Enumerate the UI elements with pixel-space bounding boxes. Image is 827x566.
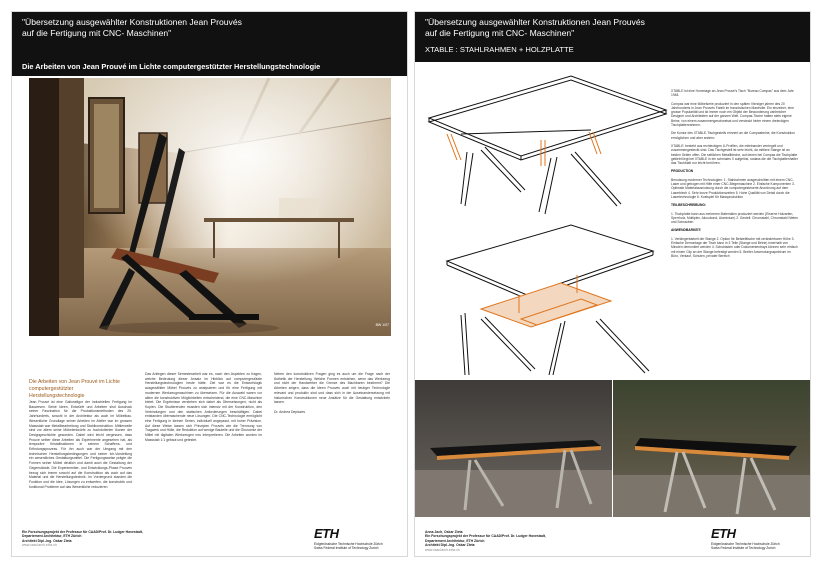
poster-right bbox=[414, 11, 811, 557]
poster-left-subtitle: Die Arbeiten von Jean Prouvé im Lichte computergestützter Herstellungstechnologie bbox=[22, 62, 321, 71]
poster-right-header bbox=[415, 12, 810, 62]
footer-url: www.caad.arch.ethz.ch bbox=[22, 543, 57, 548]
table-drawing-top bbox=[421, 74, 671, 224]
desc-parts-heading: TEILBESCHREIBUNG: bbox=[671, 203, 706, 208]
eth-subtitle bbox=[314, 542, 383, 550]
table-exploded-svg bbox=[421, 223, 671, 376]
text-title: Die Arbeiten von Jean Prouvé im Lichte computergestützter Herstellungstechnologie bbox=[29, 379, 120, 399]
table-photo-strip bbox=[415, 380, 810, 517]
desc-contour: Die Kontur des XTABLE-Tischgestells erinnert an die Compasbeine, die Konstruktion ermöglichen und aber anders: bbox=[671, 131, 795, 140]
photo-credit: BW 1/07 bbox=[375, 323, 389, 327]
poster-left bbox=[11, 11, 408, 557]
footer-line-3: Architekt Dipl.-Ing. Oskar Zieta bbox=[22, 538, 72, 543]
footer-authors: Anna Jach, Oskar Zieta bbox=[425, 530, 463, 534]
footer-line-3: Architekt Dipl.-Ing. Oskar Zieta bbox=[425, 543, 475, 548]
table-exploded-drawing bbox=[421, 223, 671, 376]
desc-compas: Compas war eine Möbelserie produziert in den späten Vierziger jahren des 20 Jahrhunderts in Jean Prouvés Fabrik im französischen Maxéville. Ein einzelner, eine grosse Popularität und ist immer noch ein Objekt der Bewunderung zahlreicher Designer und Architekten auf der ganzen Welt. Compas-Tische hatten stets eigene Beine, von einem zusammengeschweisst und versteckt hinter einem dreieckigen Tischplattenrahmen. bbox=[671, 101, 794, 128]
header-title-line2: auf die Fertigung mit CNC- Maschinen" bbox=[425, 28, 575, 38]
desc-intro: XTABLE ist eine Hommage an Jean Prouvé's Tisch "Bureau Compas" aus dem Jahr 1948. bbox=[671, 89, 794, 98]
footer-line-1: Ein Forschungsprojekt der Professur für CAAD/Prof. Dr. Ludger Hovestadt, bbox=[425, 534, 546, 539]
poster-right-footer bbox=[425, 530, 546, 550]
text-column-2 bbox=[145, 372, 262, 443]
desc-applicability-heading: ANWENDBARKEIT: bbox=[671, 228, 702, 233]
text-column-3 bbox=[274, 372, 390, 415]
header-title-line2: auf die Fertigung mit CNC- Maschinen" bbox=[22, 28, 172, 38]
text-column-2-body: Das Anliegen dieser Semesterarbeit war es, nach den Aspekten zu fragen, welche Bedeutung dieser Ansatz im Hinblick auf computergestützte Herstellungstechnologien heute hätte. Ziel war es die Entwurfslogik ausgewählter Möbel Prouvés zu analysieren und für eine Fertigung mit modernen Werkzeugmaschinen zu übersetzen. Für die Auswahl waren vor allem die konstruktiven Möglichkeiten entscheidend, die eine CNC-Maschine bietet. Die Ergebnisse verstehen sich dabei als Übersetzungen, nicht als Kopien. Die Studierenden mussten sich intensiv mit der Konstruktion, den Verbindungen und den statischen Anforderungen beschäftigen. Dabei entstanden überraschende neue Lösungen. Die CNC-Technologie ermöglicht eine Fertigung in kleinen Serien, individuell angepasst, mit hoher Präzision. Auf diese Weise lassen sich Prinzipien Prouvés wie die Trennung von Tragwerk und Hülle, die Reduktion auf wenige Bauteile und die Ökonomie der Mittel mit digitalen Werkzeugen neu interpretieren. Die Arbeiten wurden im Massstab 1:1 gebaut und getestet. bbox=[145, 372, 262, 442]
table-perspective-drawing bbox=[421, 74, 671, 224]
table-photos bbox=[415, 380, 810, 517]
eth-subtitle-line-2: Swiss Federal Institute of Technology Zurich bbox=[711, 545, 776, 550]
eth-subtitle-line-1: Eidgenössische Technische Hochschule Zürich bbox=[314, 541, 383, 546]
desc-parts: 1. Tischplatte kann aus mehreren Materialien produziert werden (Eiserne Holzarten, Sperrholz, Multiplex, Alucobond, Aluminium) 2. Gestell: Chromstahl, Chromstahl Nieten und Schrauben bbox=[671, 211, 798, 225]
desc-production-heading: PRODUCTION bbox=[671, 169, 694, 174]
eth-logo: ETH bbox=[711, 526, 736, 541]
header-title-line1: "Übersetzung ausgewählter Konstruktionen Jean Prouvés bbox=[22, 17, 242, 27]
text-author: Dr. Andrea Deplazes bbox=[274, 409, 306, 414]
poster-left-subtitle-bar bbox=[12, 62, 407, 76]
poster-left-header bbox=[12, 12, 407, 62]
eth-subtitle bbox=[711, 542, 780, 550]
text-column-1 bbox=[29, 400, 132, 489]
footer-line-2: Departement Architektur, ETH Zürich bbox=[22, 534, 82, 539]
desc-xtable: XTABLE: besteht aus rechteckigen U-Profilen, die miteinander verriegelt und zusammengesteckt sind. Das Tischgestell ist sehr leicht, da mittlere Stange ist an beiden Seiten offen. Die seitlichen Metallbleche, auf denen bei Compas die Tischplatte geklebt liegt bei XTABLE in ein schmales X aufgelöst, sodass die die Tischplattenhalter das Tischblatt nur leicht berühren. bbox=[671, 143, 798, 166]
text-column-3-body: Neben den konstruktiven Fragen ging es auch um die Frage nach der Ästhetik der Herstellung. Welche Formen entstehen, wenn das Werkzeug und nicht der Handwerker die Grenze des Machbaren bestimmt? Die Arbeiten zeigen, dass die Ideen Prouvés auch mit heutiger Technologie relevant und produktiv sind und dass sich in der Auseinandersetzung mit historischen Konstruktionen neue Ansätze für die Gestaltung entwickeln lassen. bbox=[274, 372, 390, 405]
header-title-line1: "Übersetzung ausgewählter Konstruktionen Jean Prouvés bbox=[425, 17, 645, 27]
interior-photo bbox=[29, 78, 391, 336]
footer-line-2: Departement Architektur, ETH Zürich bbox=[425, 538, 485, 543]
eth-subtitle-line-1: Eidgenössische Technische Hochschule Zürich bbox=[711, 541, 780, 546]
table-description bbox=[671, 89, 799, 262]
footer-line-1: Ein Forschungsprojekt der Professur für CAAD/Prof. Dr. Ludger Hovestadt, bbox=[22, 530, 143, 534]
interior-photo-image bbox=[29, 78, 391, 336]
footer-url: www.caad.arch.ethz.ch bbox=[425, 547, 460, 552]
desc-applicability: 1. Verlängerbarkeit der Stange 2. Option für Beistelltische mit veränderbarer Höhe 3. Einfache Demontage der Tisch kann in 3 Teile (Stange und Beine) innerhalb von Minuten demontiert werden 4. Schubladen oder Dokumententrays können sehr einfach mit einem Clip an der Stange befestigt werden 5. Breiter Anwendungsspektrum im Büro, Verkauf, Schulen, privater Bereich bbox=[671, 236, 798, 258]
eth-subtitle-line-2: Swiss Federal Institute of Technology Zurich bbox=[314, 545, 379, 550]
eth-logo: ETH bbox=[314, 526, 339, 541]
poster-right-subtitle: XTABLE : STAHLRAHMEN + HOLZPLATTE bbox=[425, 45, 574, 54]
poster-left-footer bbox=[22, 530, 143, 550]
text-column-1-body: Jean Prouvé ist eine Galionsfigur der industriellen Fertigung im Bauwesen. Seine Ideen, Entwürfe und Arbeiten sind Ausdruck seiner Faszination für die Produktionsmethoden des 20. Jahrhunderts, sowohl in der Architektur als auch im Möbelbau. Wesentliche Grundlage seiner Arbeiten im Atelier war im grossen Massstab war Metallbearbeitung und Stahlkonstruktion. Mittlerweile sind vor allem seine Möbelentwürfe zu hochdotierten Ikonen der Designgeschichte geworden. Dabei wird leicht vergessen, dass Prouvé selber diese Arbeiten als Experimente angesehen hat, als temporäre Kristallisationen in seinem Schaffens- und Erfindungsprozess. Für ihn auch war der Umgang mit den technischen Herstellungsbedingungen und seiner Ich-Vorstellung ein wesentliches Gestaltungsmittel. Die Fertigungsweise prägte die Formen seiner Möbel deutlich und damit auch die Gestaltung der Gegenstände. Die Experimentier- und Entwicklungs-Phase Prouvés bezog sich immer sowohl auf die Konstruktion als auch auf das Material und die Herstellungstechnik. Im Vordergrund standen die Funktion und die Idee, Lösungen zu entwerfen, die konstruktiv und funktional Probleme auf das Wesentliche reduzieren. bbox=[29, 400, 132, 489]
desc-production: Benutzung moderner Technologien: 1. Stahlrahmen ausgeschnitten mit einem CNC-Laser und gebogen mit Hilfe einer CNC-Biegemaschine 2. Einfache Komponenten 3. Optimale Materialausnutzung durch die computergesteuerte Anordnung auf dem Laserblech 4. Sehr kurze Produktionszeiten 5. Hohe Qualität von Detail durch die Lasertechnologie 6. Kostspiel für Massproduktion bbox=[671, 177, 795, 199]
